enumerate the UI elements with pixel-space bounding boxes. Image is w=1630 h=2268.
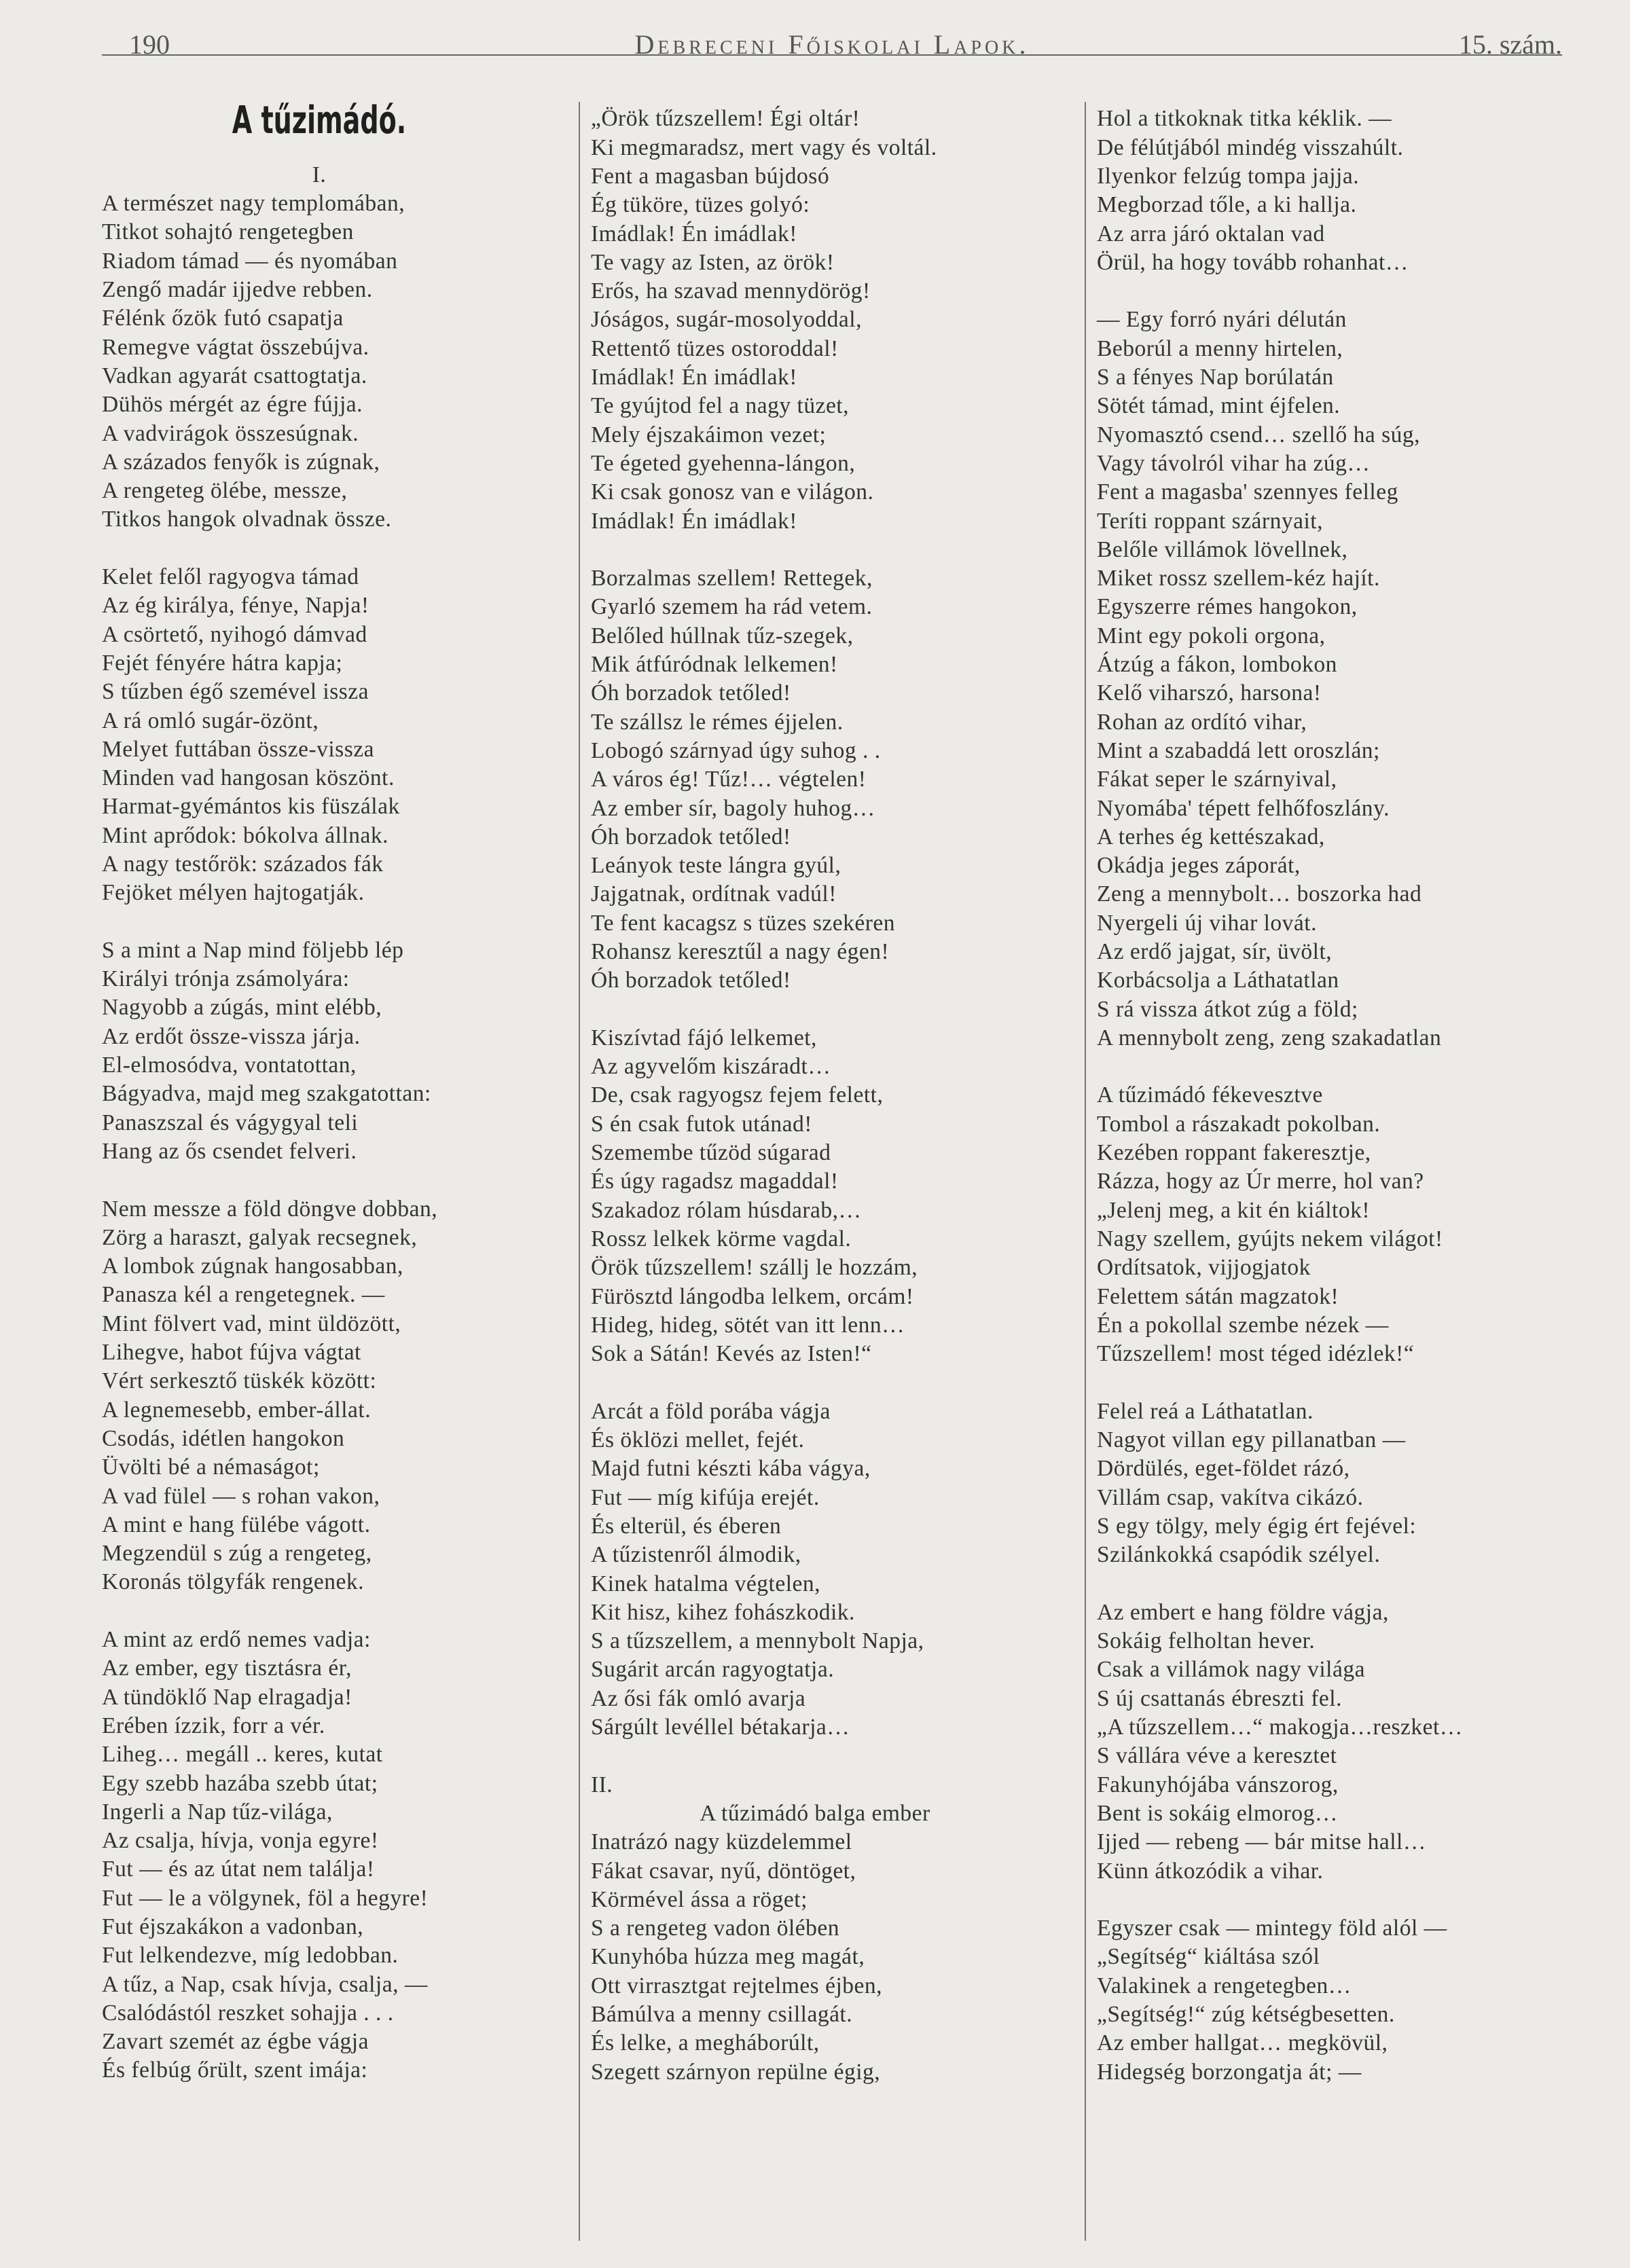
verse-line: Csalódástól reszket sohajja . . .	[102, 2000, 394, 2026]
verse-line: Ingerli a Nap tűz-világa,	[102, 1799, 333, 1825]
verse-line: Fákat seper le szárnyival,	[1097, 767, 1337, 792]
text-column-2	[591, 105, 1039, 2086]
stanza-break	[1097, 1368, 1565, 1397]
verse-line: A vad fülel — s rohan vakon,	[102, 1483, 380, 1509]
verse-line: Rossz lelkek körme vagdal.	[591, 1226, 852, 1251]
verse-line: Nyergeli új vihar lovát.	[1097, 910, 1317, 936]
verse-line: Az embert e hang földre vágja,	[1097, 1599, 1389, 1625]
verse-line: Nyomába' tépett felhőfoszlány.	[1097, 795, 1390, 821]
verse-line: Fejét fényére hátra kapja;	[102, 650, 343, 676]
verse-line: Fut — és az útat nem találja!	[102, 1857, 375, 1882]
verse-line: Sugárit arcán ragyogtatja.	[591, 1657, 835, 1683]
verse-line: S tűzben égő szemével issza	[102, 679, 369, 705]
verse-line: S én csak futok utánad!	[591, 1111, 812, 1137]
verse-line: Koronás tölgyfák rengenek.	[102, 1569, 365, 1595]
verse-line: Egyszer csak — mintegy föld alól —	[1097, 1916, 1447, 1941]
verse-line: „Örök tűzszellem! Égi oltár!	[591, 106, 861, 132]
verse-line: Szemembe tűzöd súgarad	[591, 1140, 831, 1166]
verse-line: Sárgúlt levéllel bétakarja…	[591, 1715, 850, 1740]
verse-line: Hang az ős csendet felveri.	[102, 1138, 357, 1164]
verse-line: El-elmosódva, vontatottan,	[102, 1053, 357, 1078]
verse-line: Óh borzadok tetőled!	[591, 968, 791, 993]
verse-line: Mely éjszakáimon vezet;	[591, 422, 827, 447]
verse-line: A város ég! Tűz!… végtelen!	[591, 767, 867, 792]
verse-line: Majd futni készti kába vágya,	[591, 1456, 871, 1482]
verse-line: Nagyot villan egy pillanatban —	[1097, 1427, 1406, 1453]
verse-line: Gyarló szemem ha rád vetem.	[591, 594, 873, 620]
verse-line: Az ember, egy tisztásra ér,	[102, 1656, 352, 1681]
verse-line: Beborúl a menny hirtelen,	[1097, 335, 1343, 361]
verse-line: Mik átfúródnak lelkemen!	[591, 652, 838, 678]
verse-line: S vállára véve a keresztet	[1097, 1743, 1337, 1769]
verse-line: De félútjából mindég visszahúlt.	[1097, 134, 1404, 160]
verse-line: Harmat-gyémántos kis füszálak	[102, 794, 400, 820]
verse-line: Belőled húllnak tűz-szegek,	[591, 623, 854, 648]
stanza-break	[1097, 1570, 1565, 1598]
verse-line: Minden vad hangosan köszönt.	[102, 765, 395, 791]
stanza-break	[102, 1166, 537, 1194]
verse-line: Óh borzadok tetőled!	[591, 824, 791, 849]
verse-line: Sötét támad, mint éjfelen.	[1097, 393, 1341, 419]
verse-line: Az ember sír, bagoly huhog…	[591, 795, 875, 821]
verse-line: Arcát a föld porába vágja	[591, 1398, 831, 1424]
verse-line: Jajgatnak, ordítnak vadúl!	[591, 881, 837, 907]
stanza-break	[591, 536, 1039, 564]
column-divider	[579, 102, 580, 2241]
verse-line: Rohansz keresztűl a nagy égen!	[591, 939, 890, 964]
verse-line: S egy tölgy, mely égig ért fejével:	[1097, 1513, 1417, 1539]
verse-line: Korbácsolja a Láthatatlan	[1097, 968, 1339, 993]
verse-line: Kunyhóba húzza meg magát,	[591, 1944, 865, 1970]
text-column-1	[102, 161, 537, 2085]
verse-line: Fent a magasba' szennyes felleg	[1097, 479, 1398, 505]
verse-line: Bámúlva a menny csillagát.	[591, 2001, 853, 2027]
verse-line: Valakinek a rengetegben…	[1097, 1973, 1352, 1998]
verse-line: Leányok teste lángra gyúl,	[591, 853, 841, 879]
verse-line: „Segítség“ kiáltása szól	[1097, 1944, 1320, 1970]
verse-line: Fent a magasban bújdosó	[591, 163, 830, 189]
verse-line: Te gyújtod fel a nagy tüzet,	[591, 393, 850, 419]
verse-line: Ordítsatok, vijjogjatok	[1097, 1255, 1311, 1281]
verse-line: Hideg, hideg, sötét van itt lenn…	[591, 1312, 905, 1338]
verse-line: Kezében roppant fakeresztje,	[1097, 1140, 1371, 1166]
verse-line: Szegett szárnyon repülne égig,	[591, 2059, 881, 2085]
stanza-break	[102, 908, 537, 936]
verse-line: A vadvirágok összesúgnak.	[102, 420, 359, 446]
verse-line: Vért serkesztő tüskék között:	[102, 1368, 377, 1394]
verse-line: Kelő viharszó, harsona!	[1097, 680, 1322, 706]
verse-line: Fejöket mélyen hajtogatják.	[102, 880, 365, 906]
verse-line: Mint egy pokoli orgona,	[1097, 623, 1326, 648]
verse-line: Az erdő jajgat, sír, üvölt,	[1097, 939, 1333, 964]
verse-line: Melyet futtában össze-vissza	[102, 736, 374, 762]
verse-line: De, csak ragyogsz fejem felett,	[591, 1082, 884, 1108]
verse-line: Teríti roppant szárnyait,	[1097, 508, 1323, 534]
verse-line: Csodás, idétlen hangokon	[102, 1425, 345, 1451]
verse-line: Te égeted gyehenna-lángon,	[591, 450, 856, 476]
text-column-3	[1097, 105, 1565, 2086]
verse-line: Megborzad tőle, a ki hallja.	[1097, 192, 1357, 218]
verse-line: Csak a villámok nagy világa	[1097, 1657, 1365, 1683]
verse-line: „Jelenj meg, a kit én kiáltok!	[1097, 1197, 1370, 1223]
verse-line: Panaszszal és vágygyal teli	[102, 1110, 359, 1135]
verse-line: Jóságos, sugár-mosolyoddal,	[591, 307, 862, 333]
verse-line: Rettentő tüzes ostoroddal!	[591, 335, 839, 361]
verse-line: Nagyobb a zúgás, mint elébb,	[102, 995, 382, 1021]
verse-line: Titkos hangok olvadnak össze.	[102, 507, 392, 532]
verse-line: Kinek hatalma végtelen,	[591, 1571, 820, 1596]
section-heading: I.	[312, 162, 327, 187]
verse-line: És elterül, és éberen	[591, 1513, 782, 1539]
verse-line: Fakunyhójába vánszorog,	[1097, 1772, 1339, 1797]
verse-line: Az agyvelőm kiszáradt…	[591, 1054, 831, 1080]
verse-line: — Egy forró nyári délután	[1097, 307, 1347, 333]
verse-line: A nagy testőrök: százados fák	[102, 852, 384, 877]
verse-line: Megzendül s zúg a rengeteg,	[102, 1541, 372, 1567]
verse-line: A tűzistenről álmodik,	[591, 1542, 801, 1568]
verse-line: Belőle villámok lövellnek,	[1097, 536, 1348, 562]
verse-line: A rá omló sugár-özönt,	[102, 708, 319, 733]
verse-line: Ki megmaradsz, mert vagy és voltál.	[591, 134, 937, 160]
verse-line: Tombol a rászakadt pokolban.	[1097, 1111, 1381, 1137]
verse-line: És öklözi mellet, fejét.	[591, 1427, 805, 1453]
verse-line: Óh borzadok tetőled!	[591, 680, 791, 706]
verse-line: Ilyenkor felzúg tompa jajja.	[1097, 163, 1360, 189]
verse-line: Az ősi fák omló avarja	[591, 1685, 806, 1711]
verse-line: Az csalja, hívja, vonja egyre!	[102, 1828, 379, 1854]
verse-line: Félénk őzök futó csapatja	[102, 306, 344, 331]
verse-line: Miket rossz szellem-kéz hajít.	[1097, 566, 1380, 591]
verse-line: Te vagy az Isten, az örök!	[591, 249, 835, 275]
verse-line: Ott virrasztgat rejtelmes éjben,	[591, 1973, 883, 1998]
verse-line: Künn átkozódik a vihar.	[1097, 1858, 1324, 1884]
stanza-break	[1097, 1886, 1565, 1914]
verse-line: Te szállsz le rémes éjjelen.	[591, 709, 844, 735]
verse-line: Sok a Sátán! Kevés az Isten!“	[591, 1341, 872, 1367]
verse-line: Lihegve, habot fújva vágtat	[102, 1340, 361, 1366]
verse-line: Az ég királya, fénye, Napja!	[102, 593, 369, 619]
verse-line: Imádlak! Én imádlak!	[591, 365, 797, 390]
verse-line: Felel reá a Láthatatlan.	[1097, 1398, 1314, 1424]
header-rule	[102, 54, 1562, 56]
section-heading: A tűzimádó balga ember	[700, 1800, 930, 1826]
verse-line: Zengő madár ijjedve rebben.	[102, 277, 373, 303]
stanza-break	[591, 1742, 1039, 1770]
verse-line: Én a pokollal szembe nézek —	[1097, 1312, 1389, 1338]
verse-line: Ijjed — rebeng — bár mitse hall…	[1097, 1829, 1426, 1855]
verse-line: Riadom támad — és nyomában	[102, 248, 398, 274]
verse-line: Sokáig felholtan hever.	[1097, 1628, 1316, 1654]
verse-line: És úgy ragadsz magaddal!	[591, 1169, 839, 1194]
stanza-break	[1097, 1053, 1565, 1081]
verse-line: Mint a szabaddá lett oroszlán;	[1097, 737, 1380, 763]
verse-line: S a rengeteg vadon ölében	[591, 1916, 839, 1941]
verse-line: S a fényes Nap borúlatán	[1097, 365, 1334, 390]
verse-line: Remegve vágtat összebújva.	[102, 334, 369, 360]
verse-line: A százados fenyők is zúgnak,	[102, 449, 380, 475]
verse-line: Szakadoz rólam húsdarab,…	[591, 1197, 862, 1223]
verse-line: Zavart szemét az égbe vágja	[102, 2029, 369, 2055]
verse-line: Üvölti bé a némaságot;	[102, 1455, 320, 1480]
verse-line: Bágyadva, majd meg szakgatottan:	[102, 1081, 431, 1107]
verse-line: És lelke, a megháborúlt,	[591, 2030, 820, 2056]
verse-line: És felbúg őrült, szent imája:	[102, 2057, 368, 2083]
verse-line: A csörtető, nyihogó dámvad	[102, 621, 367, 647]
verse-line: S új csattanás ébreszti fel.	[1097, 1685, 1342, 1711]
verse-line: Bent is sokáig elmorog…	[1097, 1800, 1338, 1826]
verse-line: Zörg a haraszt, galyak recsegnek,	[102, 1224, 418, 1250]
verse-line: Ég tüköre, tüzes golyó:	[591, 192, 810, 218]
verse-line: Örök tűzszellem! szállj le hozzám,	[591, 1255, 918, 1281]
verse-line: Kiszívtad fájó lelkemet,	[591, 1025, 817, 1050]
verse-line: A természet nagy templomában,	[102, 191, 405, 217]
verse-line: Az arra járó oktalan vad	[1097, 221, 1325, 246]
verse-line: A mint az erdő nemes vadja:	[102, 1627, 371, 1653]
verse-line: Az erdőt össze-vissza járja.	[102, 1023, 361, 1049]
verse-line: „A tűzszellem…“ makogja…reszket…	[1097, 1715, 1463, 1740]
page-number: 190	[129, 29, 170, 60]
verse-line: Imádlak! Én imádlak!	[591, 221, 797, 246]
verse-line: Mint aprődok: bókolva állnak.	[102, 822, 389, 848]
verse-line: Zeng a mennybolt… boszorka had	[1097, 881, 1422, 907]
issue-number: 15. szám.	[1458, 29, 1562, 60]
verse-line: Borzalmas szellem! Rettegek,	[591, 566, 873, 591]
verse-line: A tűz, a Nap, csak hívja, csalja, —	[102, 1971, 428, 1997]
verse-line: Nem messze a föld döngve dobban,	[102, 1196, 438, 1222]
verse-line: Erős, ha szavad mennydörög!	[591, 278, 871, 304]
verse-line: II.	[591, 1772, 613, 1797]
verse-line: Erében ízzik, forr a vér.	[102, 1713, 325, 1738]
verse-line: Te fent kacagsz s tüzes szekéren	[591, 910, 895, 936]
verse-line: Körmével ássa a röget;	[591, 1886, 808, 1912]
verse-line: Kelet felől ragyogva támad	[102, 564, 359, 590]
verse-line: Panasza kél a rengetegnek. —	[102, 1282, 385, 1308]
verse-line: Rohan az ordító vihar,	[1097, 709, 1307, 735]
verse-line: Nagy szellem, gyújts nekem világot!	[1097, 1226, 1443, 1251]
verse-line: A tűzimádó fékevesztve	[1097, 1082, 1323, 1108]
verse-line: S a tűzszellem, a mennybolt Napja,	[591, 1628, 924, 1654]
verse-line: Fut — le a völgynek, föl a hegyre!	[102, 1885, 429, 1911]
verse-line: Hidegség borzongatja át; —	[1097, 2059, 1362, 2085]
verse-line: Rázza, hogy az Úr merre, hol van?	[1097, 1169, 1424, 1194]
verse-line: Szilánkokká csapódik szélyel.	[1097, 1542, 1381, 1568]
verse-line: Liheg… megáll .. keres, kutat	[102, 1742, 383, 1768]
verse-line: Fut — míg kifúja erejét.	[591, 1484, 820, 1510]
verse-line: S a mint a Nap mind följebb lép	[102, 937, 404, 963]
verse-line: Átzúg a fákon, lombokon	[1097, 652, 1337, 678]
verse-line: A lombok zúgnak hangosabban,	[102, 1254, 403, 1279]
verse-line: Nyomasztó csend… szellő ha súg,	[1097, 422, 1421, 447]
stanza-break	[591, 1368, 1039, 1397]
stanza-break	[102, 534, 537, 563]
verse-line: Királyi trónja zsámolyára:	[102, 966, 350, 992]
verse-line: Dühös mérgét az égre fújja.	[102, 392, 363, 418]
verse-line: Felettem sátán magzatok!	[1097, 1283, 1339, 1309]
verse-line: Inatrázó nagy küzdelemmel	[591, 1829, 852, 1855]
verse-line: Fut lelkendezve, míg ledobban.	[102, 1943, 399, 1969]
verse-line: Tűzszellem! most téged idézlek!“	[1097, 1341, 1415, 1367]
stanza-break	[102, 1597, 537, 1626]
verse-line: A rengeteg ölébe, messze,	[102, 478, 348, 504]
verse-line: A mint e hang fülébe vágott.	[102, 1512, 371, 1537]
verse-line: „Segítség!“ zúg kétségbesetten.	[1097, 2001, 1395, 2027]
verse-line: Mint fölvert vad, mint üldözött,	[102, 1311, 401, 1336]
poem-title: A tűzimádó.	[232, 98, 407, 143]
stanza-break	[1097, 277, 1565, 306]
verse-line: Lobogó szárnyad úgy suhog . .	[591, 737, 881, 763]
verse-line: Fut éjszakákon a vadonban,	[102, 1914, 364, 1939]
column-divider	[1085, 102, 1086, 2241]
verse-line: A terhes ég kettészakad,	[1097, 824, 1325, 849]
verse-line: A mennybolt zeng, zeng szakadatlan	[1097, 1025, 1442, 1050]
verse-line: Imádlak! Én imádlak!	[591, 508, 797, 534]
verse-line: Dördülés, eget-földet rázó,	[1097, 1456, 1350, 1482]
verse-line: Vadkan agyarát csattogtatja.	[102, 363, 367, 388]
verse-line: Villám csap, vakítva cikázó.	[1097, 1484, 1364, 1510]
verse-line: S rá vissza átkot zúg a föld;	[1097, 996, 1358, 1022]
stanza-break	[591, 995, 1039, 1024]
verse-line: A legnemesebb, ember-állat.	[102, 1397, 372, 1423]
journal-title: Debreceni Főiskolai Lapok.	[634, 29, 1030, 60]
verse-line: A tündöklő Nap elragadja!	[102, 1684, 352, 1710]
verse-line: Fürösztd lángodba lelkem, orcám!	[591, 1283, 914, 1309]
verse-line: Egyszerre rémes hangokon,	[1097, 594, 1358, 620]
verse-line: Hol a titkoknak titka kéklik. —	[1097, 106, 1392, 132]
verse-line: Fákat csavar, nyű, döntöget,	[591, 1858, 856, 1884]
verse-line: Ki csak gonosz van e világon.	[591, 479, 874, 505]
verse-line: Egy szebb hazába szebb útat;	[102, 1770, 378, 1796]
verse-line: Okádja jeges záporát,	[1097, 853, 1301, 879]
verse-line: Vagy távolról vihar ha zúg…	[1097, 450, 1371, 476]
verse-line: Örül, ha hogy tovább rohanhat…	[1097, 249, 1409, 275]
verse-line: Kit hisz, kihez fohászkodik.	[591, 1599, 855, 1625]
verse-line: Titkot sohajtó rengetegben	[102, 219, 354, 245]
verse-line: Az ember hallgat… megkövül,	[1097, 2030, 1388, 2056]
